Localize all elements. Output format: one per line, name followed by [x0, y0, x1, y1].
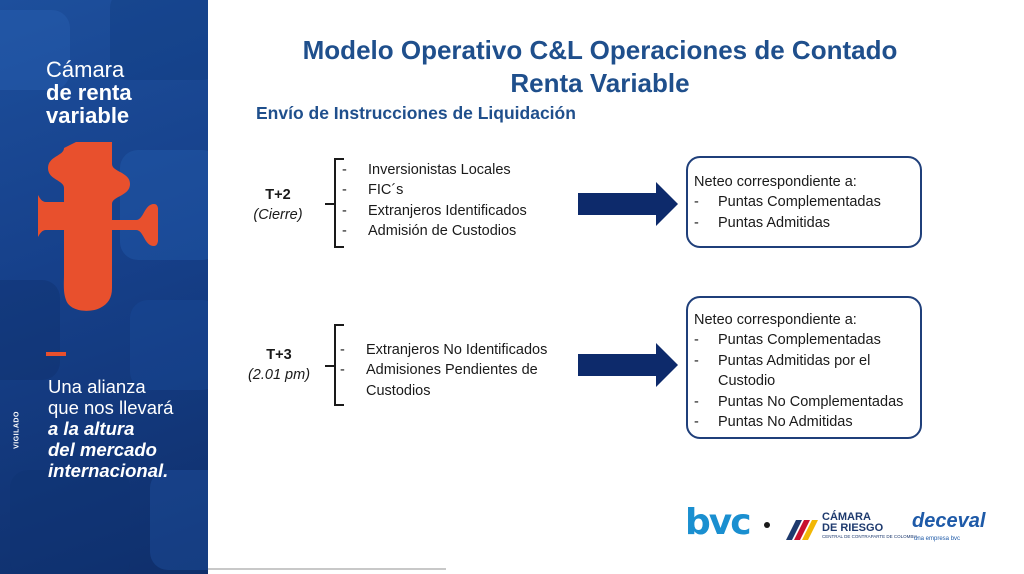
list-item: - Puntas Complementadas: [694, 330, 914, 350]
result-heading: Neteo correspondiente a:: [694, 174, 857, 190]
list-item: - Puntas Complementadas: [694, 192, 914, 212]
list-item: - Admisión de Custodios: [342, 221, 527, 241]
instruction-list: [342, 160, 527, 242]
term-name: T+2: [265, 187, 291, 203]
vigilado-text: VIGILADO: [13, 411, 21, 449]
netting-result-box: [686, 156, 922, 248]
list-item: - Puntas No Complementadas: [694, 392, 914, 412]
tagline-emphasis-line3: internacional.: [48, 460, 169, 481]
term-name: T+3: [266, 347, 292, 363]
result-heading: Neteo correspondiente a:: [694, 312, 857, 328]
sidebar-title-line1: Cámara: [46, 57, 125, 82]
crcc-subline: CENTRAL DE CONTRAPARTE DE COLOMBIA: [822, 534, 918, 539]
camara-riesgo-logo: [822, 512, 918, 540]
list-item: - Puntas No Admitidas: [694, 412, 914, 432]
tagline-line1: Una alianza: [48, 376, 146, 397]
bottom-divider: [208, 568, 446, 570]
separator-dot: [764, 522, 770, 528]
list-item: - FIC´s: [342, 180, 527, 200]
term-note: (2.01 pm): [247, 367, 311, 383]
bvc-logo: bvc: [685, 502, 750, 543]
page-title: [240, 34, 960, 100]
page-subtitle: Envío de Instrucciones de Liquidación: [256, 103, 576, 123]
page-title-line2: Renta Variable: [510, 68, 690, 98]
puzzle-piece-icon: [38, 138, 158, 338]
sidebar-tagline: [48, 376, 173, 481]
deceval-logo: deceval: [912, 510, 986, 532]
tagline-line2: que nos llevará: [48, 397, 174, 418]
tagline-emphasis-line1: a la altura: [48, 418, 135, 439]
left-sidebar-banner: [0, 0, 208, 574]
list-item: - Admisiones Pendientes de Custodios: [340, 360, 562, 401]
vigilado-label: [9, 380, 25, 480]
crcc-line2: DE RIESGO: [822, 522, 884, 534]
instruction-list: [340, 340, 562, 401]
list-item: - Inversionistas Locales: [342, 160, 527, 180]
sidebar-title-line2: de renta: [46, 80, 132, 105]
crcc-line1: CÁMARA: [822, 511, 871, 523]
deceval-subline: una empresa bvc: [914, 536, 961, 542]
puzzle-tile-decoration: [150, 470, 208, 570]
list-item: - Puntas Admitidas: [694, 213, 914, 233]
list-item: - Extranjeros Identificados: [342, 201, 527, 221]
puzzle-tile-decoration: [10, 470, 130, 574]
term-note: (Cierre): [253, 207, 303, 223]
partner-logos: [680, 500, 1000, 550]
sidebar-title-line3: variable: [46, 103, 130, 128]
accent-divider: [46, 352, 66, 356]
term-label-t2: [238, 185, 318, 225]
camara-riesgo-logo-icon: [782, 514, 820, 540]
netting-result-box: [686, 296, 922, 439]
list-item: - Extranjeros No Identificados: [340, 340, 562, 360]
page-title-line1: Modelo Operativo C&L Operaciones de Contado: [302, 35, 898, 65]
tagline-emphasis-line2: del mercado: [48, 439, 157, 460]
sidebar-brand-title: [46, 58, 132, 127]
right-arrow-icon: [578, 343, 678, 387]
right-arrow-icon: [578, 182, 678, 226]
term-label-t3: [238, 345, 320, 385]
list-item: - Puntas Admitidas por el Custodio: [694, 351, 914, 392]
